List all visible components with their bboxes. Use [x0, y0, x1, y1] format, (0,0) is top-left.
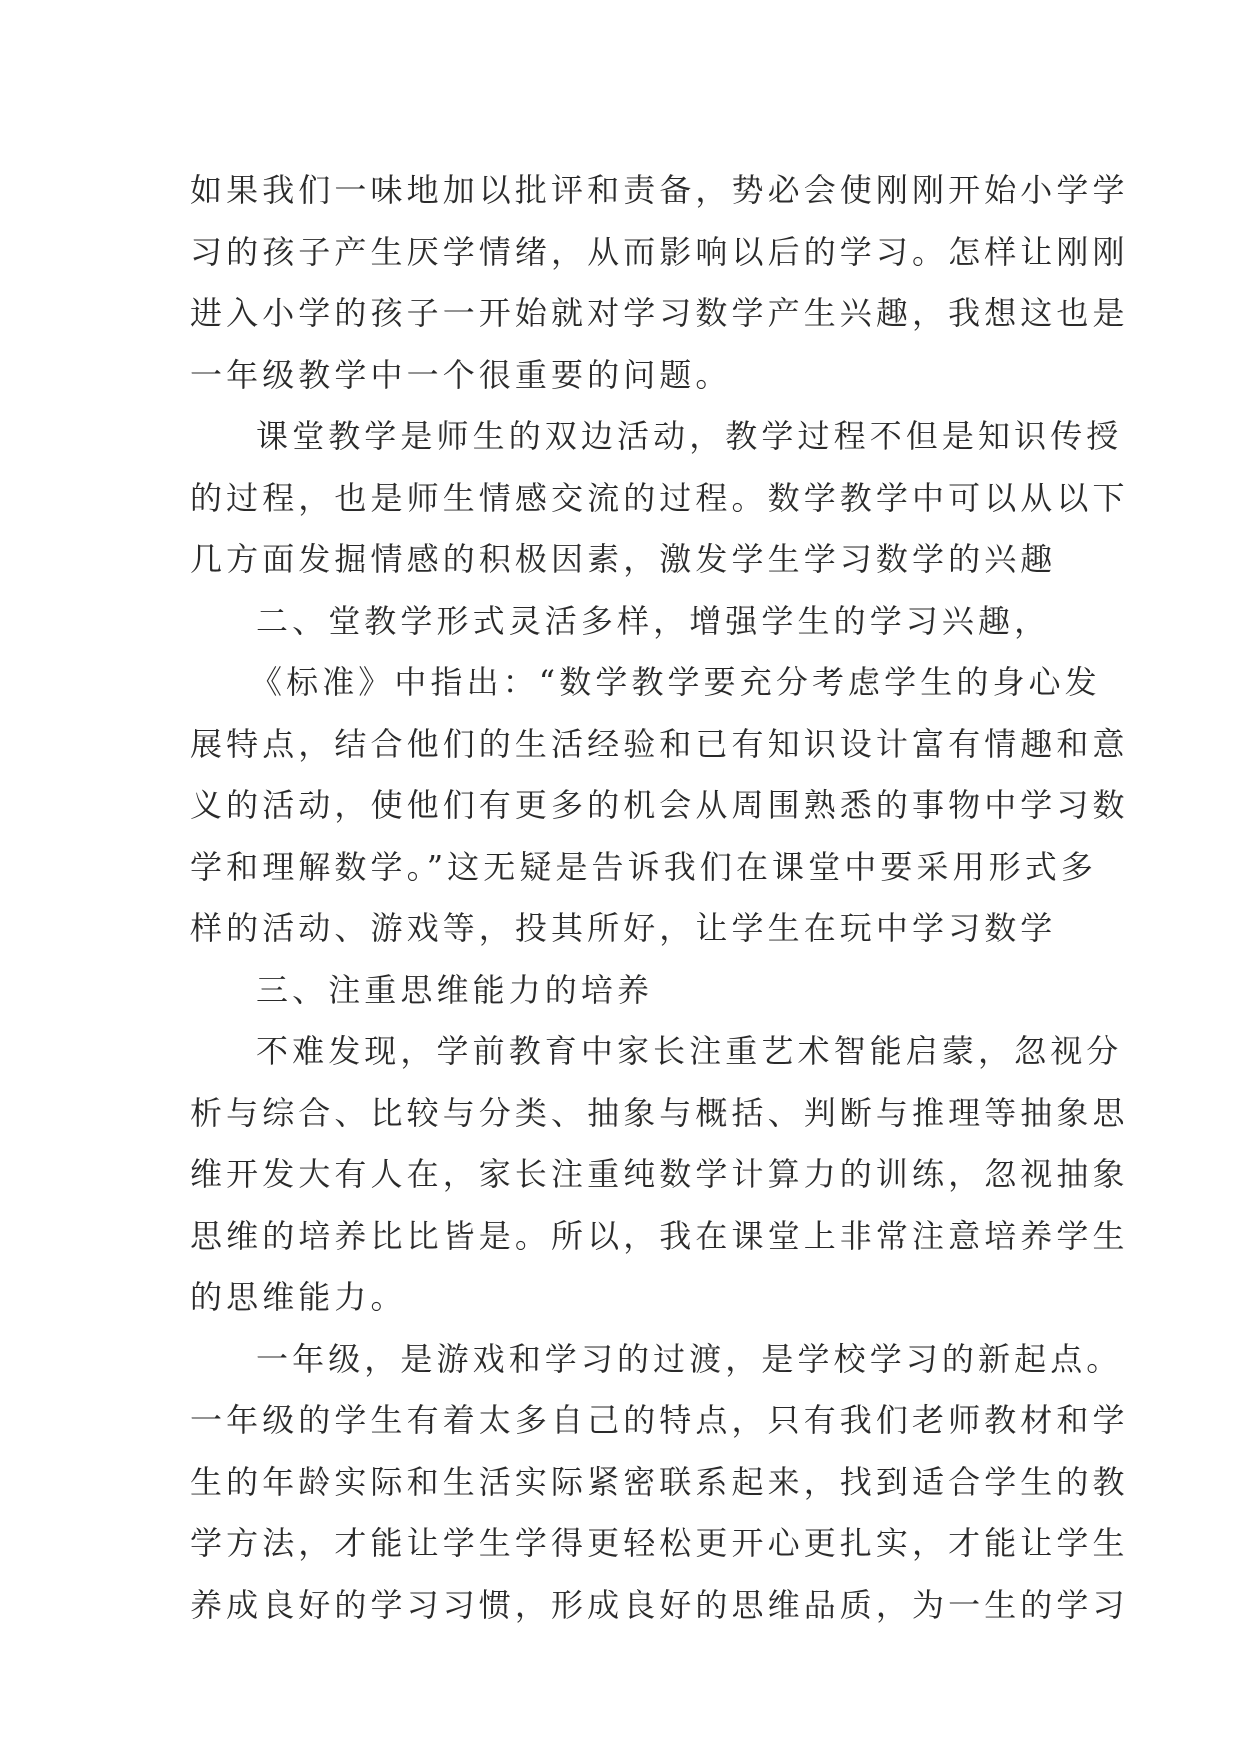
text-line: 《标准》中指出：“数学教学要充分考虑学生的身心发 — [250, 663, 1101, 701]
text-line: 析与综合、比较与分类、抽象与概括、判断与推理等抽象思 — [190, 1093, 1129, 1132]
text-line: 学方法，才能让学生学得更轻松更开心更扎实，才能让学生 — [190, 1524, 1129, 1562]
text-line: 习的孩子产生厌学情绪，从而影响以后的学习。怎样让刚刚 — [190, 232, 1129, 271]
text-line: 几方面发掘情感的积极因素，激发学生学习数学的兴趣 — [190, 540, 1057, 578]
text-line: 一年级，是游戏和学习的过渡，是学校学习的新起点。 — [256, 1339, 1123, 1378]
text-line: 的思维能力。 — [190, 1278, 407, 1316]
text-line: 义的活动，使他们有更多的机会从周围熟悉的事物中学习数 — [190, 786, 1129, 824]
text-line: 样的活动、游戏等，投其所好，让学生在玩中学习数学 — [190, 909, 1057, 947]
text-line: 一年级的学生有着太多自己的特点，只有我们老师教材和学 — [190, 1401, 1129, 1439]
text-line: 进入小学的孩子一开始就对学习数学产生兴趣，我想这也是 — [190, 294, 1129, 332]
text-line: 如果我们一味地加以批评和责备，势必会使刚刚开始小学学 — [190, 171, 1129, 209]
text-line: 不难发现，学前教育中家长注重艺术智能启蒙，忽视分 — [256, 1032, 1123, 1070]
text-line: 展特点，结合他们的生活经验和已有知识设计富有情趣和意 — [190, 724, 1129, 763]
section-heading: 二、堂教学形式灵活多样，增强学生的学习兴趣， — [256, 601, 1051, 640]
text-line: 课堂教学是师生的双边活动，教学过程不但是知识传授 — [256, 417, 1123, 455]
text-line: 维开发大有人在，家长注重纯数学计算力的训练，忽视抽象 — [190, 1155, 1129, 1193]
section-heading: 三、注重思维能力的培养 — [256, 970, 654, 1009]
text-line: 的过程，也是师生情感交流的过程。数学教学中可以从以下 — [190, 478, 1129, 517]
text-line: 学和理解数学。”这无疑是告诉我们在课堂中要采用形式多 — [190, 847, 1097, 886]
text-line: 思维的培养比比皆是。所以，我在课堂上非常注意培养学生 — [190, 1216, 1129, 1255]
text-line: 养成良好的学习习惯，形成良好的思维品质，为一生的学习 — [190, 1585, 1129, 1624]
text-line: 生的年龄实际和生活实际紧密联系起来，找到适合学生的教 — [190, 1462, 1129, 1501]
body-text — [190, 160, 1129, 1636]
text-line: 一年级教学中一个很重要的问题。 — [190, 355, 732, 394]
